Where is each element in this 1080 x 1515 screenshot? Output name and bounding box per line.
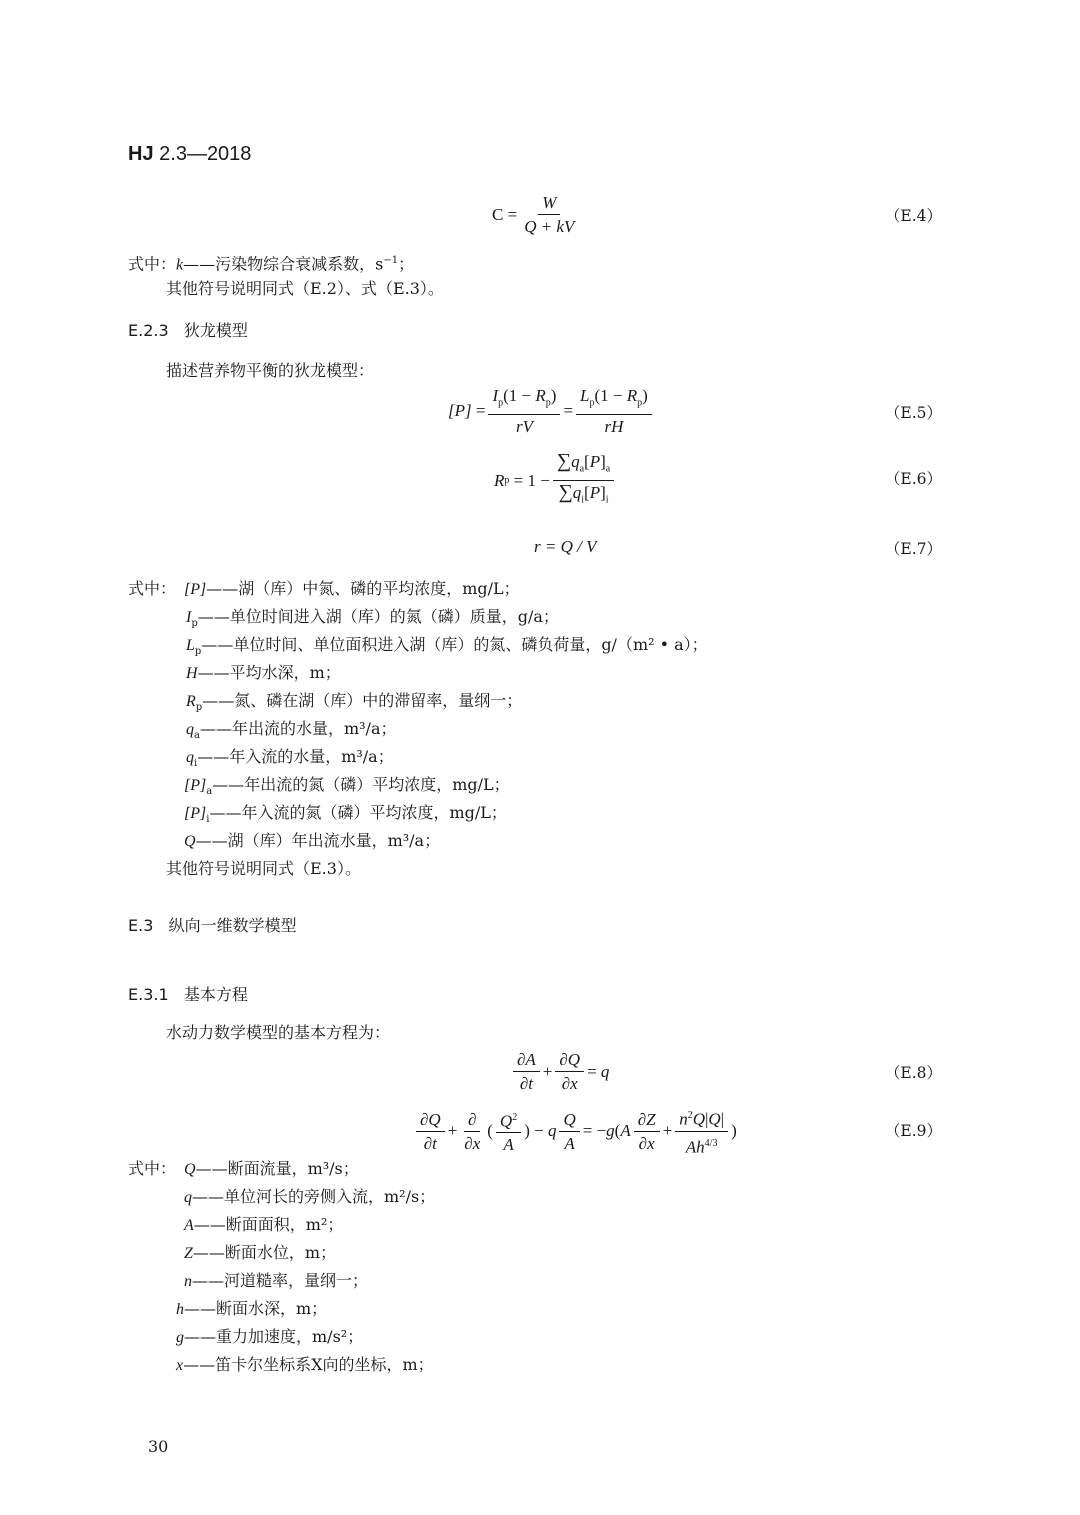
- section-heading-e31: E.3.1 基本方程: [128, 985, 248, 1004]
- where-e4-others: 其他符号说明同式（E.2）、式（E.3）。: [166, 279, 444, 298]
- where-e7-others: 其他符号说明同式（E.3）。: [166, 859, 361, 878]
- where-e7-item: H——平均水深，m；: [186, 663, 341, 682]
- intro-e23: 描述营养物平衡的狄龙模型：: [166, 361, 375, 380]
- where-e9-item: q——单位河长的旁侧入流，m²/s；: [184, 1187, 436, 1206]
- where-e9-item: Q——断面流量，m³/s；: [184, 1159, 359, 1178]
- where-e9-item: g——重力加速度，m/s²；: [176, 1327, 364, 1346]
- intro-e31: 水动力数学模型的基本方程为：: [166, 1023, 391, 1042]
- standard-code: HJ 2.3—2018: [128, 143, 252, 165]
- equation-e9: $\frac{\partial Q}{\partial t}$ + $\frac{\partial}{\partial x}$ ( $\frac{Q^2}{A}$ ) − q $\frac{Q}{A}$ = − g ( A $\frac{\partial Z}{\partial x}$ + $\frac{n^2Q|Q|}{Ah^{4/3}}$ ): [413, 1106, 737, 1156]
- equation-number-e6: （E.6）: [884, 470, 942, 488]
- equation-e6: R p = 1 − $\frac{\sum q_a[P]_a}{\sum q_i[P]_i}$: [494, 452, 617, 510]
- equation-number-e5: （E.5）: [884, 404, 942, 422]
- equation-e5: [P] = $\frac{I_p(1 - R_p)}{rV}$ = $\frac{L_p(1 - R_p)}{rH}$: [448, 386, 655, 436]
- where-e9-item: Z——断面水位，m；: [184, 1243, 337, 1262]
- where-e9-item: n——河道糙率，量纲一；: [184, 1271, 369, 1290]
- where-e7-item: $L_p——$单位时间、单位面积进入湖（库）的氮、磷负荷量，g/（m² • a）；: [186, 635, 708, 658]
- equation-number-e7: （E.7）: [884, 540, 942, 558]
- where-e7-item: $q_a——$年出流的水量，m³/a；: [186, 719, 397, 742]
- equation-e7: r = Q / V: [534, 537, 597, 556]
- where-e7-item: $q_i——$年入流的水量，m³/a；: [186, 747, 394, 770]
- equation-number-e4: （E.4）: [884, 207, 942, 225]
- where-e7-item: $[P]_a——$年出流的氮（磷）平均浓度，mg/L；: [184, 775, 510, 798]
- equation-number-e8: （E.8）: [884, 1064, 942, 1082]
- equation-e4: C = $\frac{W}{Q + kV}$: [492, 193, 575, 236]
- section-heading-e3: E.3 纵向一维数学模型: [128, 916, 297, 935]
- where-e7-item: $[P]_i——$年入流的氮（磷）平均浓度，mg/L；: [184, 803, 507, 826]
- equation-e8: $\frac{\partial A}{\partial t}$ + $\frac{\partial Q}{\partial x}$ = q: [510, 1050, 609, 1093]
- page-number: 30: [148, 1437, 169, 1456]
- where-e7-item: $R_p——$氮、磷在湖（库）中的滞留率，量纲一；: [186, 691, 523, 714]
- where-e7-prefix: 式中：: [128, 579, 177, 598]
- where-e9-prefix: 式中：: [128, 1159, 177, 1178]
- where-e9-item: x——笛卡尔坐标系X向的坐标，m；: [176, 1355, 434, 1374]
- section-heading-e23: E.2.3 狄龙模型: [128, 321, 248, 340]
- where-e9-item: A——断面面积，m²；: [184, 1215, 344, 1234]
- where-e7-item: [P]——湖（库）中氮、磷的平均浓度，mg/L；: [184, 579, 520, 598]
- where-e7-item: $I_p——$单位时间进入湖（库）的氮（磷）质量，g/a；: [186, 607, 559, 630]
- where-e7-item: Q——湖（库）年出流水量，m³/a；: [184, 831, 441, 850]
- where-e4-line: 式中：k——污染物综合衰减系数，$s^{-1}$；: [128, 254, 415, 274]
- where-e9-item: h——断面水深，m；: [176, 1299, 328, 1318]
- equation-number-e9: （E.9）: [884, 1122, 942, 1140]
